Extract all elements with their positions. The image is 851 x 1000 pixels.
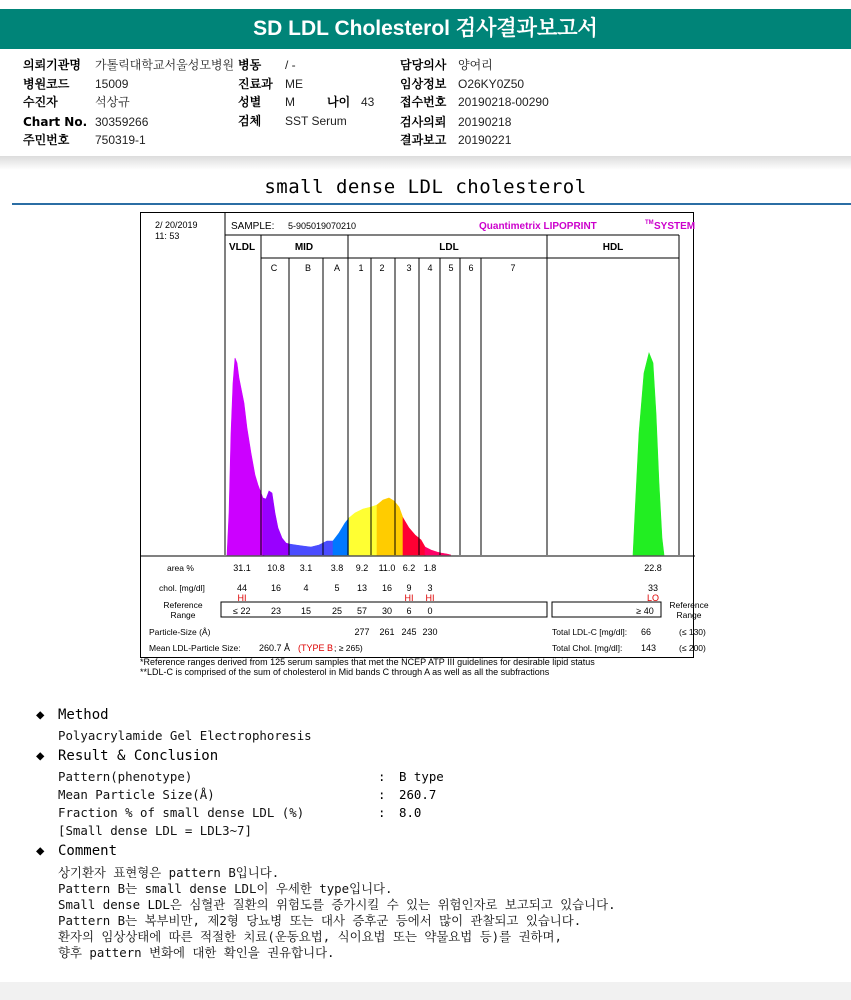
reference-value: 57 bbox=[356, 606, 368, 616]
institution-value: 가톨릭대학교서울성모병원 bbox=[95, 58, 235, 72]
range-label: Range bbox=[170, 610, 196, 620]
band-area-segment bbox=[377, 498, 403, 555]
flag-value: HI bbox=[425, 593, 435, 603]
diamond-bullet-icon: ◆ bbox=[36, 843, 45, 859]
area-row-label: area % bbox=[167, 563, 194, 573]
comment-line: Pattern B는 복부비만, 제2형 당뇨병 또는 대사 증후군 등에서 많이 관찰되고 있습니다. bbox=[58, 913, 582, 928]
sample-id: 5-905019070210 bbox=[288, 221, 357, 231]
specimen-value: SST Serum bbox=[285, 114, 347, 128]
age-value: 43 bbox=[361, 95, 375, 109]
chol-value: 9 bbox=[406, 583, 412, 593]
total-chol-value: 143 bbox=[641, 643, 657, 653]
comment-line: 환자의 임상상태에 따른 적절한 치료(운동요법, 식이요법 또는 약물요법 등)를 권하며, bbox=[58, 929, 562, 944]
institution-label: 의뢰기관명 bbox=[23, 58, 81, 72]
particle-size-value: 277 bbox=[354, 627, 370, 637]
chol-value: 3 bbox=[427, 583, 433, 593]
fraction-label: Fraction % of small dense LDL (%) bbox=[58, 805, 305, 820]
diamond-bullet-icon: ◆ bbox=[36, 707, 45, 723]
reference-value: 30 bbox=[381, 606, 393, 616]
comment-line: 상기환자 표현형은 pattern B입니다. bbox=[58, 865, 280, 880]
resident-no-value: 750319-1 bbox=[95, 133, 146, 147]
mean-size-label: Mean LDL-Particle Size: bbox=[149, 643, 241, 653]
particle-size-value: 230 bbox=[422, 627, 438, 637]
reference-label: Reference bbox=[163, 600, 203, 610]
area-value: 9.2 bbox=[355, 563, 369, 573]
reference-value: 15 bbox=[300, 606, 312, 616]
clinical-info-value: O26KY0Z50 bbox=[458, 77, 525, 91]
patient-info bbox=[0, 52, 851, 152]
hdl-reference-value: ≥ 40 bbox=[636, 606, 654, 616]
brand-suffix: SYSTEM bbox=[654, 221, 696, 232]
request-date-value: 20190218 bbox=[458, 115, 512, 129]
band-label: B bbox=[304, 263, 312, 273]
fraction-value: 8.0 bbox=[399, 805, 422, 820]
group-label-mid: MID bbox=[294, 242, 314, 253]
examinee-value: 석상규 bbox=[95, 95, 130, 109]
band-label: 7 bbox=[510, 263, 516, 273]
reference-value: 0 bbox=[427, 606, 433, 616]
total-ldl-value: 66 bbox=[641, 627, 652, 637]
resident-no-label: 주민번호 bbox=[23, 133, 70, 147]
receipt-no-value: 20190218-00290 bbox=[458, 95, 549, 109]
total-ldl-label: Total LDL-C [mg/dl]: bbox=[552, 627, 628, 637]
particle-size-label: Particle-Size (Å) bbox=[149, 627, 211, 637]
band-area-segment bbox=[633, 353, 664, 555]
report-heading: small dense LDL cholesterol bbox=[264, 176, 587, 198]
ward-value: / - bbox=[285, 58, 296, 72]
band-label: 2 bbox=[379, 263, 385, 273]
area-value: 31.1 bbox=[233, 563, 251, 573]
pattern-value: B type bbox=[399, 769, 444, 784]
department-label: 진료과 bbox=[238, 77, 273, 91]
chol-value: 16 bbox=[381, 583, 393, 593]
hdl-range-label: Range bbox=[676, 610, 702, 620]
doctor-label: 담당의사 bbox=[400, 58, 447, 72]
particle-size-value: 245 bbox=[401, 627, 417, 637]
hospital-code-label: 병원코드 bbox=[23, 77, 70, 91]
page-footer-band bbox=[0, 982, 851, 1000]
report-title: SD LDL Cholesterol 검사결과보고서 bbox=[0, 9, 851, 49]
section-divider bbox=[0, 156, 851, 170]
chol-value: 16 bbox=[270, 583, 282, 593]
lipoprint-chart-svg bbox=[141, 213, 709, 659]
area-value: 1.8 bbox=[423, 563, 437, 573]
hdl-reference-label: Reference bbox=[669, 600, 709, 610]
lipoprint-chart bbox=[140, 212, 709, 658]
band-area-segment bbox=[227, 358, 264, 555]
footnote-1: *Reference ranges derived from 125 serum samples that met the NCEP ATP III guidelines for desirable lipid status bbox=[140, 657, 595, 667]
mean-ref: ; ≥ 265) bbox=[334, 643, 363, 653]
report-date-value: 20190221 bbox=[458, 133, 512, 147]
size-colon: : bbox=[378, 787, 386, 802]
size-value: 260.7 bbox=[399, 787, 437, 802]
chol-value: 13 bbox=[356, 583, 368, 593]
chol-value: 5 bbox=[334, 583, 340, 593]
group-label-vldl: VLDL bbox=[228, 242, 256, 253]
reference-value: 25 bbox=[331, 606, 343, 616]
size-label: Mean Particle Size(Å) bbox=[58, 787, 215, 802]
band-label: A bbox=[333, 263, 341, 273]
band-area-segment bbox=[263, 491, 289, 555]
reference-value: ≤ 22 bbox=[233, 606, 251, 616]
footnote-2: **LDL-C is comprised of the sum of cholesterol in Mid bands C through A as well as all the subfractions bbox=[140, 667, 550, 677]
total-chol-ref: (≤ 200) bbox=[679, 643, 706, 653]
comment-line: 향후 pattern 변화에 대한 확인을 권유합니다. bbox=[58, 945, 335, 960]
fraction-colon: : bbox=[378, 805, 386, 820]
chart-time: 11: 53 bbox=[155, 231, 180, 241]
total-chol-label: Total Chol. [mg/dl]: bbox=[552, 643, 623, 653]
hospital-code-value: 15009 bbox=[95, 77, 129, 91]
brand-tm: TM bbox=[645, 220, 654, 226]
chol-value: 33 bbox=[647, 583, 659, 593]
area-value: 10.8 bbox=[267, 563, 285, 573]
examinee-label: 수진자 bbox=[23, 95, 58, 109]
band-area-segment bbox=[425, 547, 451, 555]
area-value: 11.0 bbox=[378, 563, 396, 573]
band-area-segment bbox=[403, 518, 425, 555]
particle-size-value: 261 bbox=[379, 627, 395, 637]
chart-no-label: Chart No. bbox=[23, 115, 88, 129]
diamond-bullet-icon: ◆ bbox=[36, 748, 45, 764]
band-label: 3 bbox=[406, 263, 412, 273]
area-value: 22.8 bbox=[644, 563, 662, 573]
flag-value: HI bbox=[237, 593, 247, 603]
area-value: 6.2 bbox=[402, 563, 416, 573]
band-label: 4 bbox=[427, 263, 433, 273]
chol-value: 44 bbox=[236, 583, 248, 593]
receipt-no-label: 접수번호 bbox=[400, 95, 447, 109]
flag-value: LO bbox=[646, 593, 660, 603]
pattern-colon: : bbox=[378, 769, 386, 784]
method-text: Polyacrylamide Gel Electrophoresis bbox=[58, 728, 312, 743]
band-label: 1 bbox=[358, 263, 364, 273]
sex-label: 성별 bbox=[238, 95, 262, 109]
mean-type: (TYPE B bbox=[298, 643, 334, 653]
sd-ldl-note: [Small dense LDL = LDL3~7] bbox=[58, 823, 252, 838]
request-date-label: 검사의뢰 bbox=[400, 115, 447, 129]
comment-title: Comment bbox=[58, 843, 118, 859]
band-label: C bbox=[270, 263, 278, 273]
sample-label: SAMPLE: bbox=[231, 221, 275, 232]
result-title: Result & Conclusion bbox=[58, 748, 219, 764]
report-date-label: 결과보고 bbox=[400, 133, 447, 147]
group-label-ldl: LDL bbox=[439, 242, 459, 253]
reference-value: 23 bbox=[270, 606, 282, 616]
band-area-segment bbox=[289, 541, 333, 555]
mean-size-value: 260.7 Å bbox=[259, 643, 291, 653]
department-value: ME bbox=[285, 77, 303, 91]
sex-value: M bbox=[285, 95, 295, 109]
chol-value: 4 bbox=[303, 583, 309, 593]
brand-name: Quantimetrix LIPOPRINT bbox=[479, 221, 597, 232]
method-section-title bbox=[36, 707, 109, 723]
flag-value: HI bbox=[404, 593, 414, 603]
comment-line: Pattern B는 small dense LDL이 우세한 type입니다. bbox=[58, 881, 393, 896]
chart-date: 2/ 20/2019 bbox=[155, 220, 198, 230]
heading-rule bbox=[12, 203, 851, 205]
doctor-value: 양여리 bbox=[458, 58, 493, 72]
reference-value: 6 bbox=[406, 606, 412, 616]
band-label: 6 bbox=[468, 263, 474, 273]
specimen-label: 검체 bbox=[238, 114, 262, 128]
band-label: 5 bbox=[448, 263, 454, 273]
age-label: 나이 bbox=[327, 95, 351, 109]
comment-line: Small dense LDL은 심혈관 질환의 위험도를 증가시킬 수 있는 위험인자로 보고되고 있습니다. bbox=[58, 897, 616, 912]
result-section-title bbox=[36, 748, 218, 764]
band-area-segment bbox=[333, 518, 349, 555]
area-value: 3.1 bbox=[299, 563, 313, 573]
clinical-info-label: 임상정보 bbox=[400, 77, 447, 91]
band-area-segment bbox=[349, 505, 377, 555]
method-title: Method bbox=[58, 707, 109, 723]
area-value: 3.8 bbox=[330, 563, 344, 573]
pattern-label: Pattern(phenotype) bbox=[58, 769, 193, 784]
chart-no-value: 30359266 bbox=[95, 115, 149, 129]
ward-label: 병동 bbox=[238, 58, 262, 72]
total-ldl-ref: (≤ 130) bbox=[679, 627, 706, 637]
group-label-hdl: HDL bbox=[602, 242, 624, 253]
chol-row-label: chol. [mg/dl] bbox=[159, 583, 205, 593]
comment-section-title bbox=[36, 843, 117, 859]
